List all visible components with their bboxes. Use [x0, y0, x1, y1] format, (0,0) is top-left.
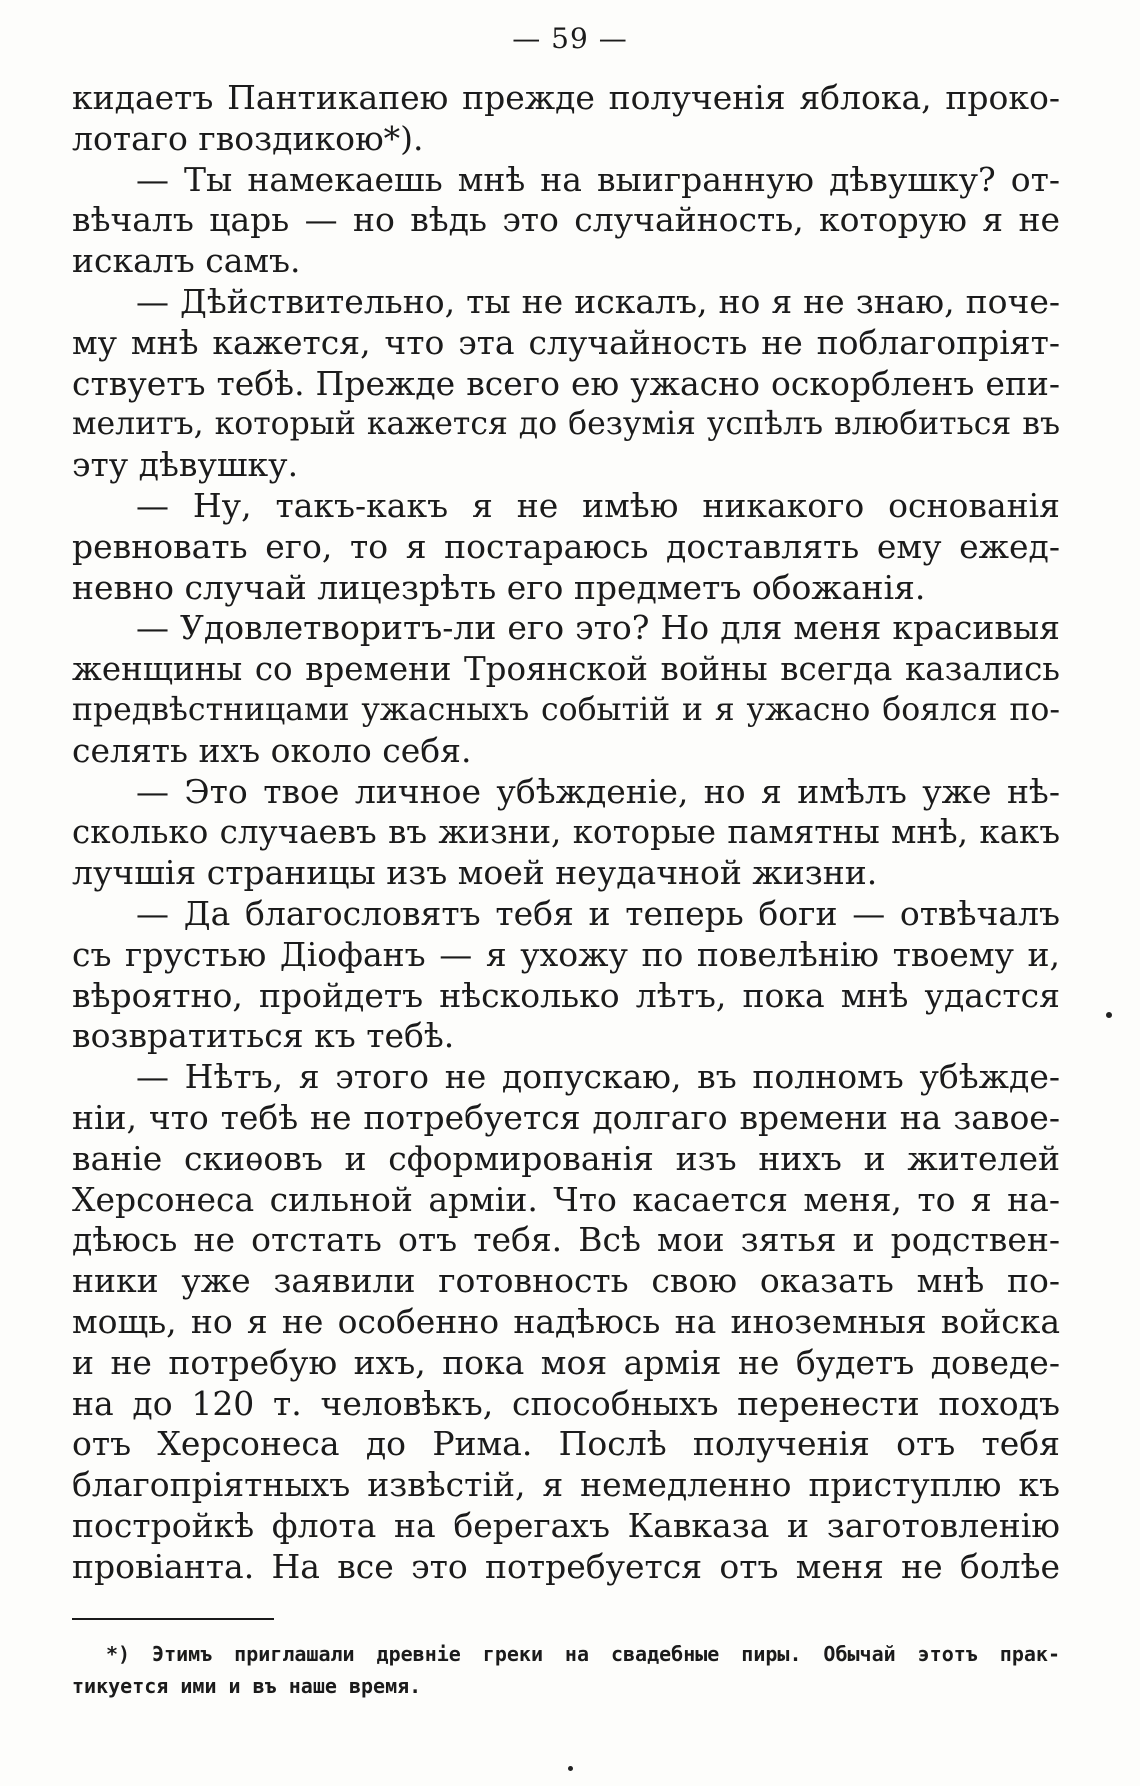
text-line: невно случай лицезрѣть его предметъ обожанія.: [72, 567, 926, 607]
text-line: постройкѣ флота на берегахъ Кавказа и заготовленію: [72, 1505, 1060, 1545]
text-line: эту дѣвушку.: [72, 445, 299, 485]
footnote-block: [72, 1638, 1060, 1702]
footnote-line: *) Этимъ приглашали древніе греки на свадебные пиры. Обычай этотъ прак-: [106, 1642, 1060, 1666]
text-line: — Удовлетворитъ-ли его это? Но для меня красивыя: [136, 608, 1060, 648]
text-line: провіанта. На все это потребуется отъ меня не болѣе: [72, 1546, 1060, 1586]
print-speck: [1106, 1012, 1112, 1018]
text-line: мощь, но я не особенно надѣюсь на иноземныя войска: [72, 1301, 1060, 1341]
text-line: ніи, что тебѣ не потребуется долгаго времени на завое-: [72, 1097, 1060, 1137]
text-line: лучшія страницы изъ моей неудачной жизни.: [72, 853, 878, 893]
text-line: селять ихъ около себя.: [72, 730, 472, 770]
text-line: лотаго гвоздикою*).: [72, 118, 424, 158]
text-line: — Ты намекаешь мнѣ на выигранную дѣвушку? от-: [136, 159, 1060, 199]
text-line: — Ну, такъ-какъ я не имѣю никакого основанія: [136, 485, 1060, 525]
text-line: на до 120 т. человѣкъ, способныхъ перенести походъ: [72, 1383, 1060, 1423]
text-line: ревновать его, то я постараюсь доставлять ему ежед-: [72, 526, 1060, 566]
text-line: предвѣстницами ужасныхъ событій и я ужасно боялся по-: [72, 691, 1060, 728]
text-line: возвратиться къ тебѣ.: [72, 1016, 455, 1056]
text-line: вѣроятно, пройдетъ нѣсколько лѣтъ, пока мнѣ удастся: [72, 975, 1060, 1015]
text-line: мелитъ, который кажется до безумія успѣлъ влюбиться въ: [72, 406, 1060, 443]
text-line: — Это твое личное убѣжденіе, но я имѣлъ уже нѣ-: [136, 771, 1060, 811]
text-line: дѣюсь не отстать отъ тебя. Всѣ мои зятья и родствен-: [72, 1220, 1060, 1260]
text-line: му мнѣ кажется, что эта случайность не поблагопріят-: [72, 322, 1060, 362]
text-line: вѣчалъ царь — но вѣдь это случайность, которую я не: [72, 200, 1060, 240]
text-line: ники уже заявили готовность свою оказать мнѣ по-: [72, 1261, 1060, 1301]
text-line: женщины со времени Троянской войны всегда казались: [72, 650, 1060, 689]
text-line: сколько случаевъ въ жизни, которые памятны мнѣ, какъ: [72, 813, 1060, 852]
text-line: ствуетъ тебѣ. Прежде всего ею ужасно оскорбленъ епи-: [72, 363, 1060, 403]
text-line: кидаетъ Пантикапею прежде полученія яблока, проко-: [72, 78, 1060, 117]
text-line: отъ Херсонеса до Рима. Послѣ полученія отъ тебя: [72, 1424, 1060, 1464]
text-line: — Дѣйствительно, ты не искалъ, но я не знаю, поче-: [136, 281, 1060, 321]
page-number-header: — 59 —: [512, 22, 628, 55]
main-text-block: [72, 78, 1060, 1587]
footnote-line: тикуется ими и въ наше время.: [72, 1674, 422, 1698]
text-line: и не потребую ихъ, пока моя армія не будетъ доведе-: [72, 1342, 1060, 1382]
text-line: Херсонеса сильной арміи. Что касается меня, то я на-: [72, 1179, 1060, 1219]
text-line: — Да благословятъ тебя и теперь боги — отвѣчалъ: [136, 893, 1060, 933]
text-line: искалъ самъ.: [72, 241, 301, 281]
text-line: съ грустью Діофанъ — я ухожу по повелѣнію твоему и,: [72, 934, 1060, 974]
print-speck: [568, 1766, 573, 1771]
text-line: ваніе скиѳовъ и сформированія изъ нихъ и жителей: [72, 1138, 1060, 1178]
footnote-separator-rule: [72, 1618, 274, 1620]
text-line: благопріятныхъ извѣстій, я немедленно приступлю къ: [72, 1465, 1060, 1505]
text-line: — Нѣтъ, я этого не допускаю, въ полномъ убѣжде-: [136, 1057, 1060, 1097]
